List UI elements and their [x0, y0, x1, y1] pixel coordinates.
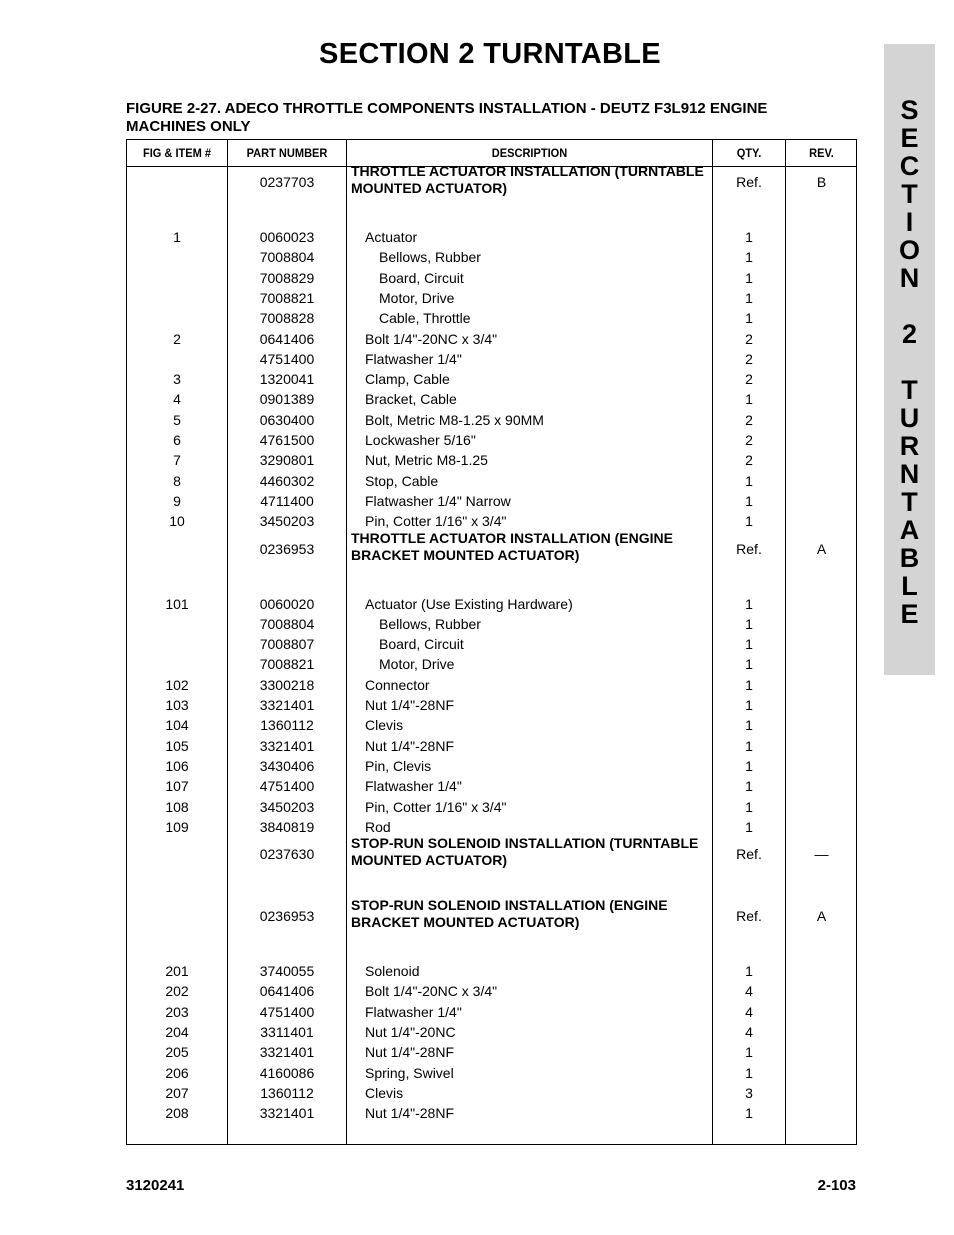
cell-desc: Nut 1/4"-20NC: [365, 1024, 456, 1040]
cell-part: 0641406: [259, 983, 315, 1000]
cell-desc: Solenoid: [365, 963, 420, 980]
cell-qty: 1: [745, 717, 753, 734]
cell-rev: B: [816, 174, 827, 190]
cell-fig: 9: [173, 492, 181, 509]
cell-part: 3450203: [259, 513, 315, 530]
cell-desc: Nut 1/4"-28NF: [365, 1044, 455, 1061]
cell-qty: 1: [745, 818, 753, 835]
side-tab-letter: E: [900, 123, 919, 153]
cell-part: 4751400: [259, 1003, 315, 1020]
cell-qty: 2: [745, 432, 753, 448]
cell-qty: 1: [745, 778, 753, 795]
cell-desc: Flatwasher 1/4" Narrow: [365, 492, 511, 509]
cell-desc: Bolt 1/4"-20NC x 3/4": [365, 330, 498, 347]
cell-qty: 1: [745, 798, 753, 815]
cell-fig: 105: [165, 737, 189, 754]
cell-desc: Board, Circuit: [379, 636, 464, 653]
cell-fig: 109: [165, 818, 189, 835]
cell-part: 4160086: [259, 1064, 315, 1081]
cell-part: 4751400: [259, 350, 315, 367]
cell-fig: 4: [173, 391, 181, 408]
cell-desc: Flatwasher 1/4": [365, 778, 462, 795]
side-tab-letter: E: [900, 599, 919, 629]
cell-fig: 202: [165, 983, 189, 1000]
cell-fig: 201: [165, 963, 189, 980]
cell-qty: 1: [745, 391, 753, 408]
cell-qty: 2: [745, 371, 753, 388]
side-tab-letter: T: [901, 487, 918, 517]
cell-desc: Connector: [365, 676, 430, 693]
cell-desc: Spring, Swivel: [365, 1064, 454, 1081]
side-tab-letter: R: [899, 431, 920, 461]
cell-fig: 101: [165, 595, 189, 612]
cell-desc: Pin, Clevis: [365, 757, 432, 774]
cell-desc: Actuator (Use Existing Hardware): [365, 595, 573, 612]
cell-fig: 3: [173, 371, 181, 388]
side-tab-letter: T: [901, 179, 918, 209]
cell-qty: 1: [745, 249, 753, 266]
cell-part: 3321401: [259, 737, 315, 754]
cell-qty: 2: [745, 452, 753, 469]
cell-qty: 2: [745, 411, 753, 428]
side-tab-letter: C: [899, 151, 920, 181]
side-tab-letter: B: [899, 543, 920, 573]
cell-desc: Flatwasher 1/4": [365, 350, 462, 367]
cell-desc: Clevis: [365, 1084, 404, 1101]
side-tab-letter: U: [899, 403, 920, 433]
cell-fig: 8: [173, 472, 181, 489]
cell-qty: 4: [745, 1024, 753, 1040]
cell-fig: 7: [173, 452, 181, 469]
cell-desc: Rod: [365, 818, 391, 835]
cell-part: 0060020: [259, 595, 315, 612]
cell-fig: 203: [165, 1003, 189, 1020]
header-description: DESCRIPTION: [491, 146, 568, 160]
cell-qty: 1: [745, 513, 753, 530]
cell-qty: 1: [745, 229, 753, 245]
cell-fig: 102: [165, 676, 189, 693]
cell-desc: Nut 1/4"-28NF: [365, 737, 455, 754]
cell-part: 7008821: [259, 656, 315, 673]
section-side-tab: [884, 44, 935, 675]
cell-part: 0236953: [259, 540, 315, 557]
cell-part: 1360112: [260, 717, 314, 734]
cell-desc: Cable, Throttle: [379, 310, 471, 327]
cell-desc: Motor, Drive: [379, 289, 455, 306]
cell-desc: THROTTLE ACTUATOR INSTALLATION (TURNTABLE MOUNTED ACTUATOR): [351, 163, 704, 196]
cell-fig: 6: [173, 432, 181, 448]
document-number: 3120241: [126, 1177, 185, 1194]
cell-fig: 206: [165, 1064, 189, 1081]
cell-part: 7008829: [259, 269, 315, 286]
cell-desc: Pin, Cotter 1/16" x 3/4": [365, 798, 507, 815]
cell-qty: 1: [745, 310, 753, 327]
side-tab-letter: N: [899, 459, 920, 489]
cell-qty: Ref.: [736, 174, 762, 190]
side-tab-letter: L: [901, 571, 918, 601]
cell-rev: —: [814, 846, 829, 863]
header-qty: QTY.: [736, 146, 762, 160]
cell-desc: STOP-RUN SOLENOID INSTALLATION (TURNTABLE MOUNTED ACTUATOR): [351, 835, 699, 869]
cell-qty: 1: [745, 615, 753, 632]
cell-part: 3321401: [259, 1105, 315, 1122]
cell-desc: Stop, Cable: [365, 472, 439, 489]
cell-desc: Actuator: [365, 229, 418, 245]
cell-qty: 1: [745, 472, 753, 489]
cell-fig: 207: [165, 1084, 189, 1101]
cell-qty: 1: [745, 963, 753, 980]
cell-part: 3430406: [259, 757, 315, 774]
cell-qty: 1: [745, 737, 753, 754]
cell-part: 0901389: [259, 391, 315, 408]
cell-desc: Bolt, Metric M8-1.25 x 90MM: [365, 411, 544, 428]
cell-part: 4751400: [259, 778, 315, 795]
figure-title: FIGURE 2-27. ADECO THROTTLE COMPONENTS INSTALLATION - DEUTZ F3L912 ENGINE MACHINES ONLY: [126, 100, 768, 135]
cell-part: 7008828: [259, 310, 315, 327]
cell-part: 0060023: [259, 229, 315, 245]
parts-table: [126, 139, 857, 1145]
cell-qty: Ref.: [736, 908, 762, 925]
side-tab-letter: T: [901, 375, 918, 405]
cell-part: 3450203: [259, 798, 315, 815]
cell-qty: 1: [745, 269, 753, 286]
cell-desc: Lockwasher 5/16": [365, 432, 476, 448]
side-tab-letter: I: [905, 207, 914, 237]
cell-qty: 1: [745, 1064, 753, 1081]
cell-part: 3840819: [259, 818, 315, 835]
cell-qty: Ref.: [736, 540, 762, 557]
cell-desc: Flatwasher 1/4": [365, 1003, 462, 1020]
cell-qty: 1: [745, 289, 753, 306]
cell-fig: 208: [165, 1105, 189, 1122]
cell-rev: A: [816, 908, 827, 925]
cell-part: 3290801: [259, 452, 315, 469]
cell-part: 0237630: [259, 846, 315, 863]
cell-part: 7008804: [259, 615, 315, 632]
cell-part: 0630400: [259, 411, 315, 428]
cell-qty: 1: [745, 1105, 753, 1122]
cell-part: 1320041: [259, 371, 315, 388]
cell-desc: STOP-RUN SOLENOID INSTALLATION (ENGINE BRACKET MOUNTED ACTUATOR): [351, 897, 668, 931]
cell-fig: 103: [165, 697, 189, 713]
side-tab-letter: N: [899, 263, 920, 293]
cell-part: 0236953: [259, 908, 315, 925]
cell-qty: 1: [745, 697, 753, 713]
cell-part: 0237703: [259, 174, 315, 190]
cell-qty: 3: [745, 1084, 753, 1101]
cell-rev: A: [816, 540, 827, 557]
cell-qty: 1: [745, 1044, 753, 1061]
cell-desc: Bracket, Cable: [365, 391, 457, 408]
cell-qty: 1: [745, 636, 753, 653]
cell-desc: Motor, Drive: [379, 656, 455, 673]
page-number: 2-103: [817, 1177, 856, 1194]
cell-qty: 1: [745, 676, 753, 693]
header-fig-item: FIG & ITEM #: [142, 146, 212, 160]
cell-part: 3300218: [259, 676, 315, 693]
cell-qty: 1: [745, 757, 753, 774]
cell-desc: THROTTLE ACTUATOR INSTALLATION (ENGINE BRACKET MOUNTED ACTUATOR): [351, 529, 673, 563]
cell-desc: Clevis: [365, 717, 404, 734]
cell-fig: 104: [165, 717, 189, 734]
cell-part: 1360112: [260, 1084, 314, 1101]
cell-part: 3740055: [259, 963, 315, 980]
cell-fig: 107: [165, 778, 189, 795]
cell-qty: 2: [745, 330, 753, 347]
cell-desc: Nut 1/4"-28NF: [365, 1105, 455, 1122]
header-part-number: PART NUMBER: [246, 146, 328, 160]
cell-fig: 106: [165, 757, 189, 774]
section-title: SECTION 2 TURNTABLE: [319, 38, 661, 70]
cell-fig: 1: [173, 229, 181, 245]
cell-part: 7008807: [259, 636, 315, 653]
cell-qty: 1: [745, 656, 753, 673]
cell-desc: Bellows, Rubber: [379, 615, 481, 632]
cell-desc: Bolt 1/4"-20NC x 3/4": [365, 983, 498, 1000]
cell-fig: 2: [173, 330, 181, 347]
cell-qty: 1: [745, 492, 753, 509]
header-rev: REV.: [809, 146, 834, 160]
cell-part: 7008821: [259, 289, 315, 306]
cell-fig: 10: [169, 513, 185, 530]
side-tab-letter: A: [899, 515, 920, 545]
cell-desc: Bellows, Rubber: [379, 249, 481, 266]
cell-part: 3321401: [259, 697, 315, 713]
cell-fig: 205: [165, 1044, 189, 1061]
side-tab-letters: [884, 96, 935, 628]
cell-part: 4711400: [260, 492, 314, 509]
cell-desc: Nut 1/4"-28NF: [365, 697, 455, 713]
cell-qty: 2: [745, 350, 753, 367]
side-tab-letter: 2: [901, 319, 918, 349]
cell-desc: Board, Circuit: [379, 269, 464, 286]
cell-part: 0641406: [259, 330, 315, 347]
cell-desc: Clamp, Cable: [365, 371, 450, 388]
cell-fig: 204: [165, 1024, 189, 1040]
cell-qty: Ref.: [736, 846, 762, 863]
side-tab-letter: [884, 348, 935, 376]
cell-fig: 108: [165, 798, 189, 815]
cell-fig: 5: [173, 411, 181, 428]
cell-part: 3321401: [259, 1044, 315, 1061]
cell-desc: Pin, Cotter 1/16" x 3/4": [365, 513, 507, 530]
side-tab-letter: [884, 292, 935, 320]
cell-part: 3311401: [260, 1024, 314, 1040]
cell-part: 4460302: [259, 472, 315, 489]
side-tab-letter: O: [898, 235, 920, 265]
column-divider: [346, 140, 347, 1144]
cell-qty: 4: [745, 983, 753, 1000]
cell-part: 4761500: [259, 432, 315, 448]
cell-qty: 4: [745, 1003, 753, 1020]
cell-part: 7008804: [259, 249, 315, 266]
column-divider: [785, 140, 786, 1144]
cell-qty: 1: [745, 595, 753, 612]
side-tab-letter: S: [900, 95, 919, 125]
cell-desc: Nut, Metric M8-1.25: [365, 452, 488, 469]
